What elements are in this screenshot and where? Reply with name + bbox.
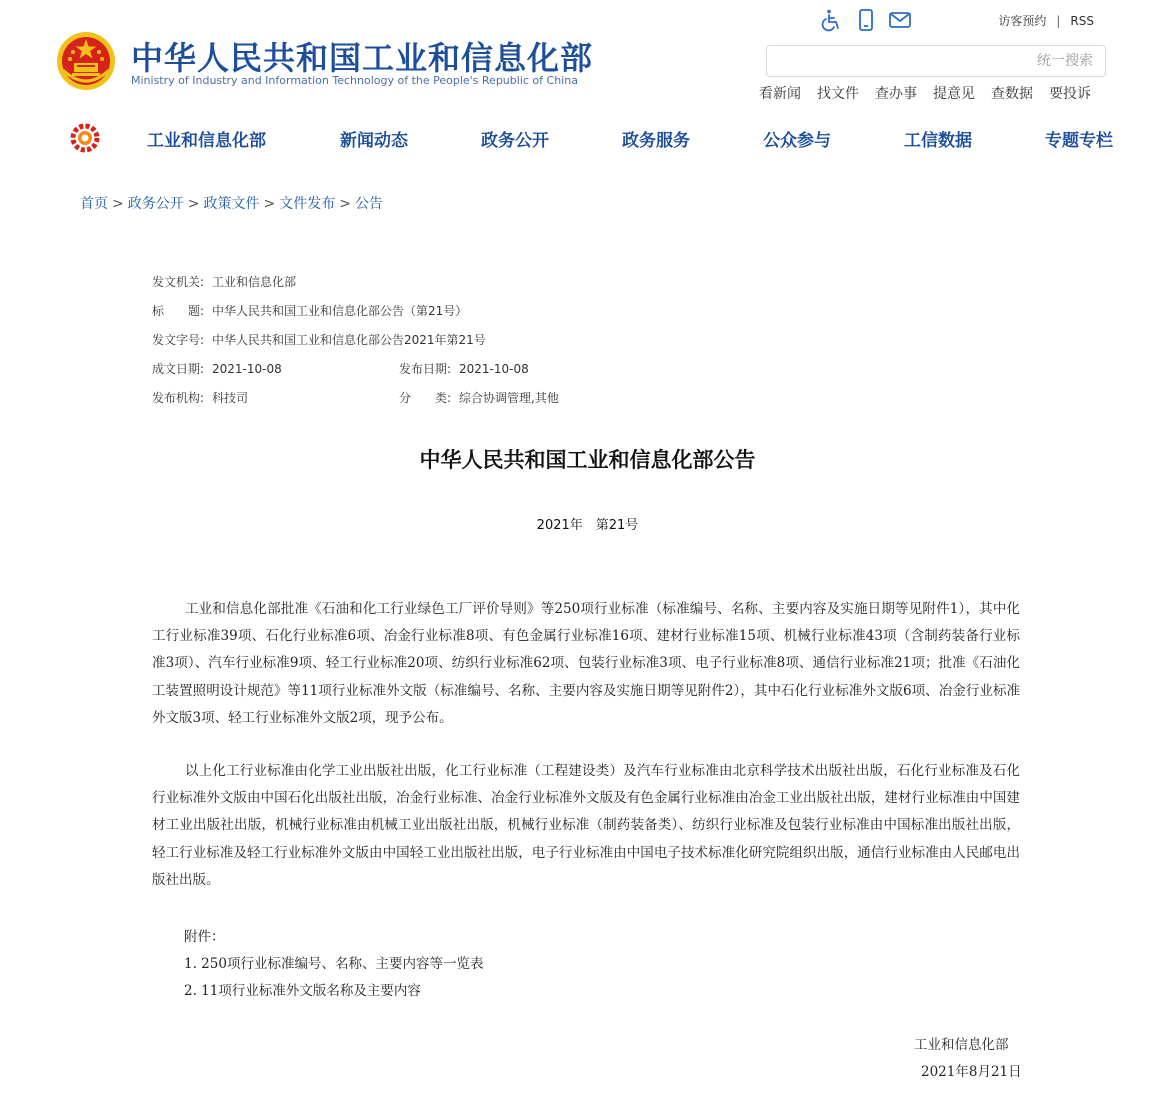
mobile-icon[interactable] — [854, 8, 878, 32]
quick-link-data[interactable]: 查数据 — [991, 86, 1033, 102]
national-emblem-logo — [55, 30, 117, 92]
meta-value: 工业和信息化部 — [212, 275, 297, 289]
document-signature: 工业和信息化部 — [914, 1037, 1009, 1053]
breadcrumb-separator: > — [263, 196, 276, 212]
nav-item-data[interactable]: 工信数据 — [904, 131, 972, 151]
meta-value: 2021-10-08 — [459, 362, 529, 376]
search-box — [766, 45, 1106, 77]
document-title: 中华人民共和国工业和信息化部公告 — [419, 448, 756, 472]
document-number: 2021年 第21号 — [536, 518, 639, 533]
nav-item-ministry[interactable]: 工业和信息化部 — [147, 131, 266, 151]
quick-link-news[interactable]: 看新闻 — [759, 86, 801, 102]
meta-value: 中华人民共和国工业和信息化部公告（第21号） — [212, 304, 468, 318]
nav-item-government-services[interactable]: 政务服务 — [622, 131, 690, 151]
breadcrumb-home[interactable]: 首页 — [80, 196, 108, 212]
meta-label: 发布日期: — [399, 362, 452, 376]
rss-link[interactable]: RSS — [1070, 14, 1094, 28]
site-title[interactable]: 中华人民共和国工业和信息化部 — [131, 39, 594, 77]
search-input[interactable] — [767, 46, 1105, 76]
breadcrumb-policy-documents[interactable]: 政策文件 — [203, 196, 260, 212]
document-paragraph-1: 工业和信息化部批准《石油和化工行业绿色工厂评价导则》等250项行业标准（标准编号、名称、主要内容及实施日期等见附件1），其中化工行业标准39项、石化行业标准6项、冶金行业标准8项、有色金属行业标准16项、建材行业标准15项、机械行业标准43项（含制药装备行业标准3项）、汽车行业标准9项、轻工行业标准20项、纺织行业标准62项、包装行业标准3项、电子行业标准8项、通信行业标准21项；批准《石油化工装置照明设计规范》等11项行业标准外文版（标准编号、名称、主要内容及实施日期等见附件2），其中石化行业标准外文版6项、冶金行业标准外文版3项、轻工行业标准外文版2项，现予公布。 — [152, 601, 1020, 726]
meta-value: 综合协调管理,其他 — [459, 391, 559, 405]
meta-issuer — [152, 273, 296, 290]
top-links — [998, 12, 1094, 29]
breadcrumb-document-release[interactable]: 文件发布 — [279, 196, 336, 212]
accessibility-icon[interactable] — [820, 8, 844, 32]
meta-value: 2021-10-08 — [212, 362, 282, 376]
meta-label: 发文字号: — [152, 333, 205, 347]
quick-link-suggestions[interactable]: 提意见 — [933, 86, 975, 102]
nav-item-topics[interactable]: 专题专栏 — [1045, 131, 1113, 151]
breadcrumb-announcement[interactable]: 公告 — [354, 196, 383, 212]
meta-organization — [152, 389, 248, 406]
meta-published-date — [399, 360, 529, 377]
mail-icon[interactable] — [888, 8, 912, 32]
nav-item-government-affairs[interactable]: 政务公开 — [481, 131, 549, 151]
quick-link-services[interactable]: 查办事 — [875, 86, 917, 102]
site-subtitle: Ministry of Industry and Information Technology of the People's Republic of China — [131, 74, 578, 87]
nav-item-public-participation[interactable]: 公众参与 — [763, 131, 831, 151]
meta-label: 标 题: — [152, 304, 205, 318]
meta-created-date — [152, 360, 282, 377]
breadcrumb-separator: > — [112, 196, 124, 212]
meta-label: 成文日期: — [152, 362, 205, 376]
meta-title — [152, 302, 467, 319]
breadcrumb-separator: > — [339, 196, 351, 212]
quick-link-complaints[interactable]: 要投诉 — [1049, 86, 1091, 102]
meta-label: 发文机关: — [152, 275, 205, 289]
meta-label: 分 类: — [399, 391, 452, 405]
breadcrumb-government-affairs[interactable]: 政务公开 — [127, 196, 184, 212]
nav-item-news[interactable]: 新闻动态 — [340, 131, 408, 151]
meta-doc-number — [152, 331, 486, 348]
quick-link-documents[interactable]: 找文件 — [817, 86, 859, 102]
meta-label: 发布机构: — [152, 391, 205, 405]
meta-category — [399, 389, 559, 406]
attachments-label: 附件： — [184, 929, 225, 945]
breadcrumb-separator: > — [187, 196, 200, 212]
breadcrumb — [80, 193, 383, 213]
visitor-appointment-link[interactable]: 访客预约 — [998, 14, 1047, 28]
divider: | — [1056, 14, 1061, 28]
meta-value: 科技司 — [212, 391, 249, 405]
meta-value: 中华人民共和国工业和信息化部公告2021年第21号 — [212, 333, 486, 347]
quick-links — [759, 83, 1107, 103]
document-date: 2021年8月21日 — [921, 1064, 1022, 1080]
document-paragraph-2: 以上化工行业标准由化学工业出版社出版，化工行业标准（工程建设类）及汽车行业标准由北京科学技术出版社出版，石化行业标准及石化行业标准外文版由中国石化出版社出版，冶金行业标准、冶金行业标准外文版及有色金属行业标准由冶金工业出版社出版，建材行业标准由中国建材工业出版社出版，机械行业标准由机械工业出版社出版，机械行业标准（制药装备类）、纺织行业标准及包装行业标准由中国标准出版社出版，轻工行业标准及轻工行业标准外文版由中国轻工业出版社出版，电子行业标准由中国电子技术标准化研究院组织出版，通信行业标准由人民邮电出版社出版。 — [152, 763, 1020, 888]
attachment-link-1[interactable]: 1. 250项行业标准编号、名称、主要内容等一览表 — [184, 956, 484, 972]
attachment-link-2[interactable]: 2. 11项行业标准外文版名称及主要内容 — [184, 983, 421, 999]
gear-logo-icon[interactable] — [70, 123, 100, 153]
